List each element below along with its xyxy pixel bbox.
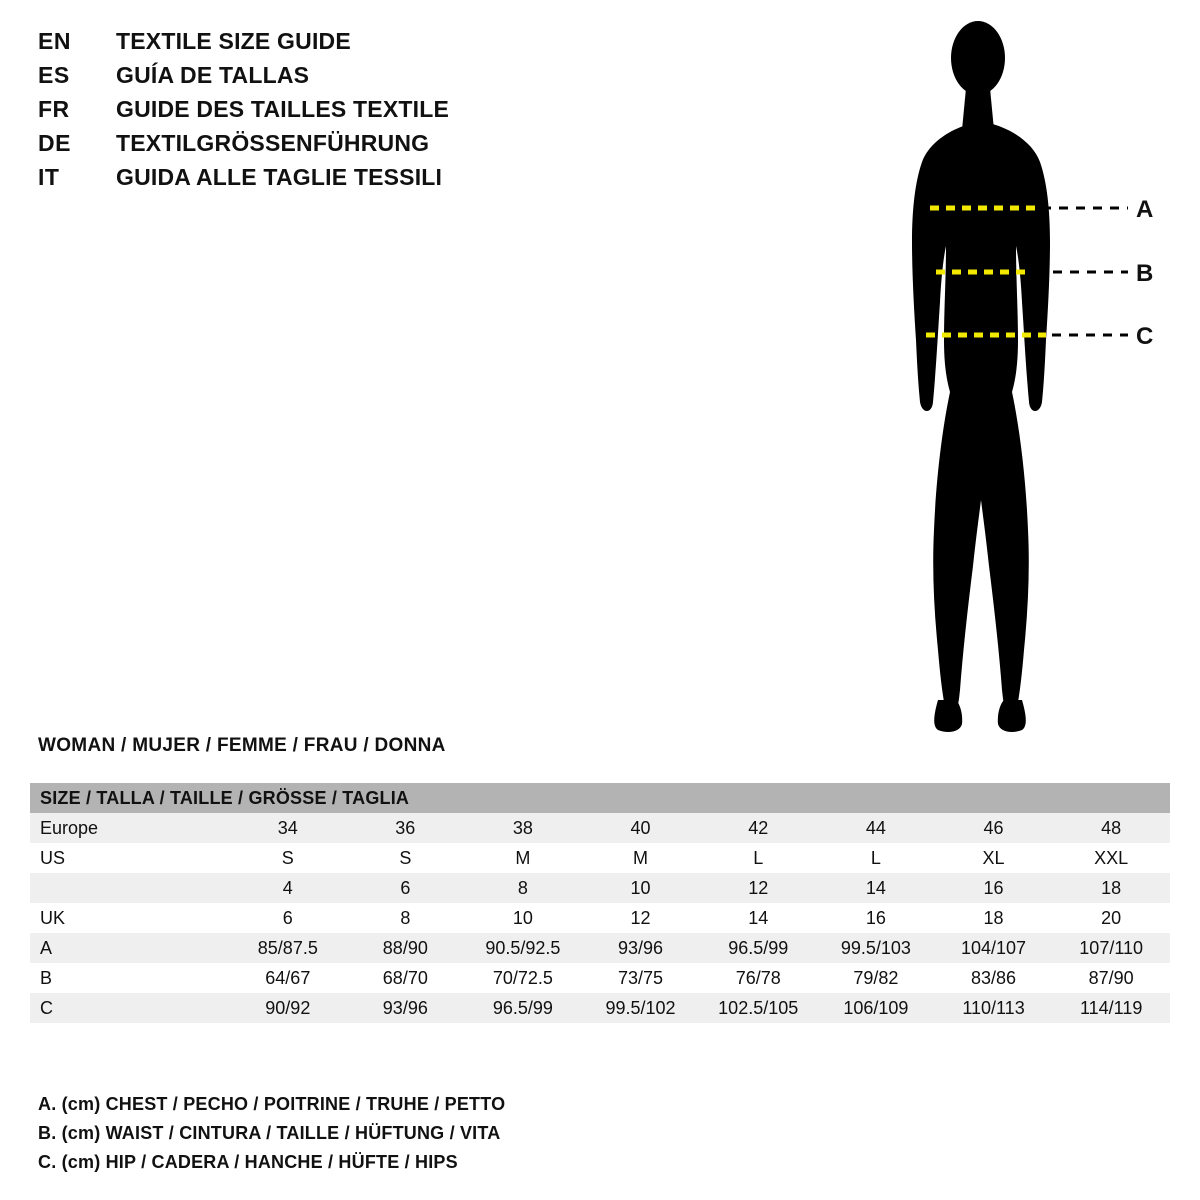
cell-value: 4 [229,873,347,903]
cell-value: 18 [935,903,1053,933]
cell-value: 40 [582,813,700,843]
cell-value: M [464,843,582,873]
cell-value: 16 [935,873,1053,903]
title-text-it: GUIDA ALLE TAGLIE TESSILI [116,164,443,190]
cell-value: 76/78 [699,963,817,993]
title-text-es: GUÍA DE TALLAS [116,62,310,88]
cell-value: 90/92 [229,993,347,1023]
footnote-hip: C. (cm) HIP / CADERA / HANCHE / HÜFTE / HIPS [38,1152,458,1172]
cell-value: 8 [347,903,464,933]
cell-value: 64/67 [229,963,347,993]
cell-value: 96.5/99 [699,933,817,963]
title-text-en: TEXTILE SIZE GUIDE [116,28,351,54]
cell-value: 73/75 [582,963,700,993]
cell-value: 93/96 [347,993,464,1023]
cell-value: 104/107 [935,933,1053,963]
row-label: B [30,963,229,993]
cell-value: 38 [464,813,582,843]
cell-value: 107/110 [1052,933,1170,963]
cell-value: 6 [229,903,347,933]
table-row [30,933,1170,963]
cell-value: 10 [582,873,700,903]
cell-value: M [582,843,700,873]
cell-value: 34 [229,813,347,843]
body-measurement-figure [860,10,1190,750]
cell-value: 46 [935,813,1053,843]
cell-value: 6 [347,873,464,903]
footnote-waist: B. (cm) WAIST / CINTURA / TAILLE / HÜFTUNG / VITA [38,1123,501,1143]
table-row [30,903,1170,933]
cell-value: 99.5/102 [582,993,700,1023]
title-text-fr: GUIDE DES TAILLES TEXTILE [116,96,449,122]
cell-value: 79/82 [817,963,935,993]
cell-value: 88/90 [347,933,464,963]
table-header-row [30,783,1170,813]
cell-value: 68/70 [347,963,464,993]
table-row [30,963,1170,993]
title-lang-fr: FR [38,96,70,122]
title-lang-es: ES [38,62,70,88]
cell-value: 36 [347,813,464,843]
cell-value: 106/109 [817,993,935,1023]
cell-value: 114/119 [1052,993,1170,1023]
cell-value: 87/90 [1052,963,1170,993]
cell-value: 14 [817,873,935,903]
size-table [30,783,1170,1023]
table-row [30,813,1170,843]
title-lang-de: DE [38,130,71,156]
section-heading: WOMAN / MUJER / FEMME / FRAU / DONNA [38,735,446,756]
cell-value: 14 [699,903,817,933]
title-row-es [38,62,598,96]
cell-value: XXL [1052,843,1170,873]
cell-value: L [817,843,935,873]
hip-marker-label: C [1136,323,1154,350]
row-label: C [30,993,229,1023]
cell-value: 96.5/99 [464,993,582,1023]
table-row [30,843,1170,873]
waist-marker-label: B [1136,260,1154,287]
cell-value: 99.5/103 [817,933,935,963]
cell-value: 85/87.5 [229,933,347,963]
title-lang-en: EN [38,28,71,54]
cell-value: L [699,843,817,873]
cell-value: 48 [1052,813,1170,843]
row-label: US [30,843,229,873]
table-row [30,993,1170,1023]
title-row-fr [38,96,598,130]
row-label: A [30,933,229,963]
cell-value: 110/113 [935,993,1053,1023]
cell-value: 83/86 [935,963,1053,993]
row-label: Europe [30,813,229,843]
title-row-de [38,130,598,164]
title-row-en [38,28,598,62]
cell-value: 18 [1052,873,1170,903]
cell-value: XL [935,843,1053,873]
cell-value: 10 [464,903,582,933]
cell-value: 8 [464,873,582,903]
cell-value: 44 [817,813,935,843]
cell-value: 12 [699,873,817,903]
woman-silhouette-icon [912,21,1050,732]
cell-value: 12 [582,903,700,933]
cell-value: 42 [699,813,817,843]
footnote-chest: A. (cm) CHEST / PECHO / POITRINE / TRUHE / PETTO [38,1094,506,1114]
row-label: UK [30,903,229,933]
table-header-label: SIZE / TALLA / TAILLE / GRÖSSE / TAGLIA [30,783,1170,813]
chest-marker-label: A [1136,196,1154,223]
cell-value: S [229,843,347,873]
cell-value: 90.5/92.5 [464,933,582,963]
cell-value: S [347,843,464,873]
title-row-it [38,164,598,198]
title-text-de: TEXTILGRÖSSENFÜHRUNG [116,130,430,156]
title-block [38,28,598,198]
table-row [30,873,1170,903]
title-lang-it: IT [38,164,60,190]
cell-value: 102.5/105 [699,993,817,1023]
cell-value: 70/72.5 [464,963,582,993]
cell-value: 93/96 [582,933,700,963]
footnotes [38,1090,738,1177]
cell-value: 16 [817,903,935,933]
cell-value: 20 [1052,903,1170,933]
row-label [30,873,229,903]
